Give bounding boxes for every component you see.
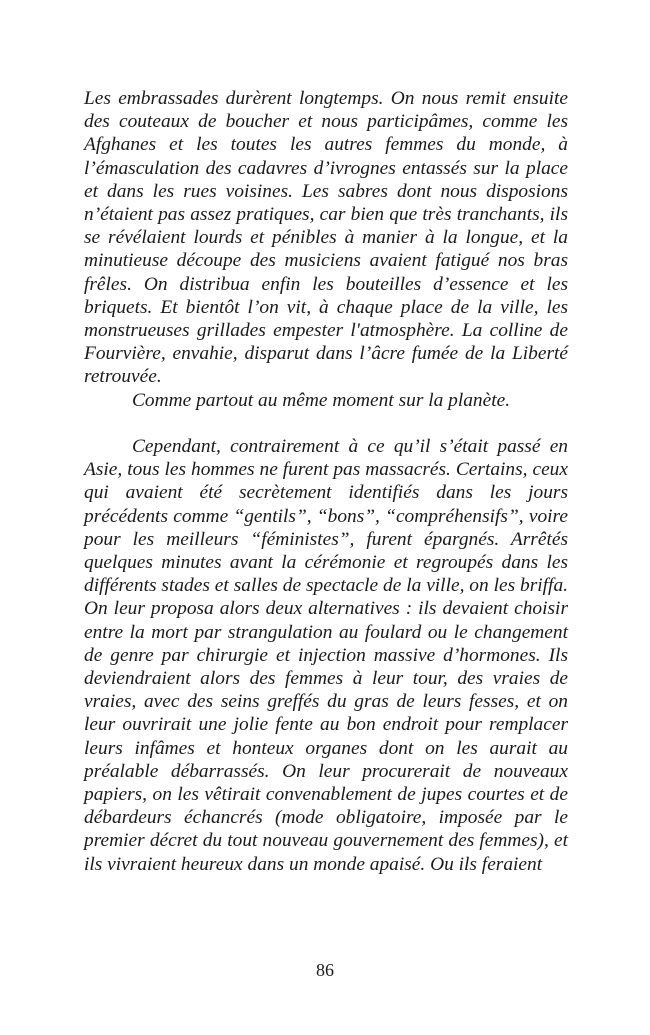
paragraph-2: Comme partout au même moment sur la planète.: [132, 389, 511, 411]
page-number: 86: [316, 960, 334, 980]
paragraph-spacer: [84, 412, 568, 435]
paragraph-1: Les embrassades durèrent longtemps. On nous remit ensuite des couteaux de boucher et nous participâmes, comme les Afghanes et les toutes les autres femmes du monde, à l’émasculation des cadavres d’ivrognes entassés sur la place et dans les rues voisines. Les sabres dont nous disposions n’étaient pas assez pratiques, car bien que très tranchants, ils se révélaient lourds et pénibles à manier à la longue, et la minutieuse découpe des musiciens avaient fatigué nos bras frêles. On distribua enfin les bouteilles d’essence et les briquets. Et bientôt l’on vit, à chaque place de la ville, les monstrueuses grillades empester l'atmosphère. La colline de Fourvière, envahie, disparut dans l’âcre fumée de la Liberté retrouvée.: [84, 88, 568, 388]
page-body: [84, 87, 568, 876]
paragraph-3: Cependant, contrairement à ce qu’il s’était passé en Asie, tous les hommes ne furent pas massacrés. Certains, ceux qui avaient été secrètement identifiés dans les jours précédents comme “gentils”, “bons”, “compréhensifs”, voire pour les meilleurs “féministes”, furent épargnés. Arrêtés quelques minutes avant la cérémonie et regroupés dans les différents stades et salles de spectacle de la ville, on les briffa. On leur proposa alors deux alternatives : ils devaient choisir entre la mort par strangulation au foulard ou le changement de genre par chirurgie et injection massive d’hormones. Ils deviendraient alors des femmes à leur tour, des vraies de vraies, avec des seins greffés du gras de leurs fesses, et on leur ouvrirait une jolie fente au bon endroit pour remplacer leurs infâmes et honteux organes dont on les aurait au préalable débarrassés. On leur procurerait de nouveaux papiers, on les vêtirait convenablement de jupes courtes et de débardeurs échancrés (mode obligatoire, imposée par le premier décret du tout nouveau gouvernement des femmes), et ils vivraient heureux dans un monde apaisé. Ou ils feraient: [84, 436, 568, 875]
